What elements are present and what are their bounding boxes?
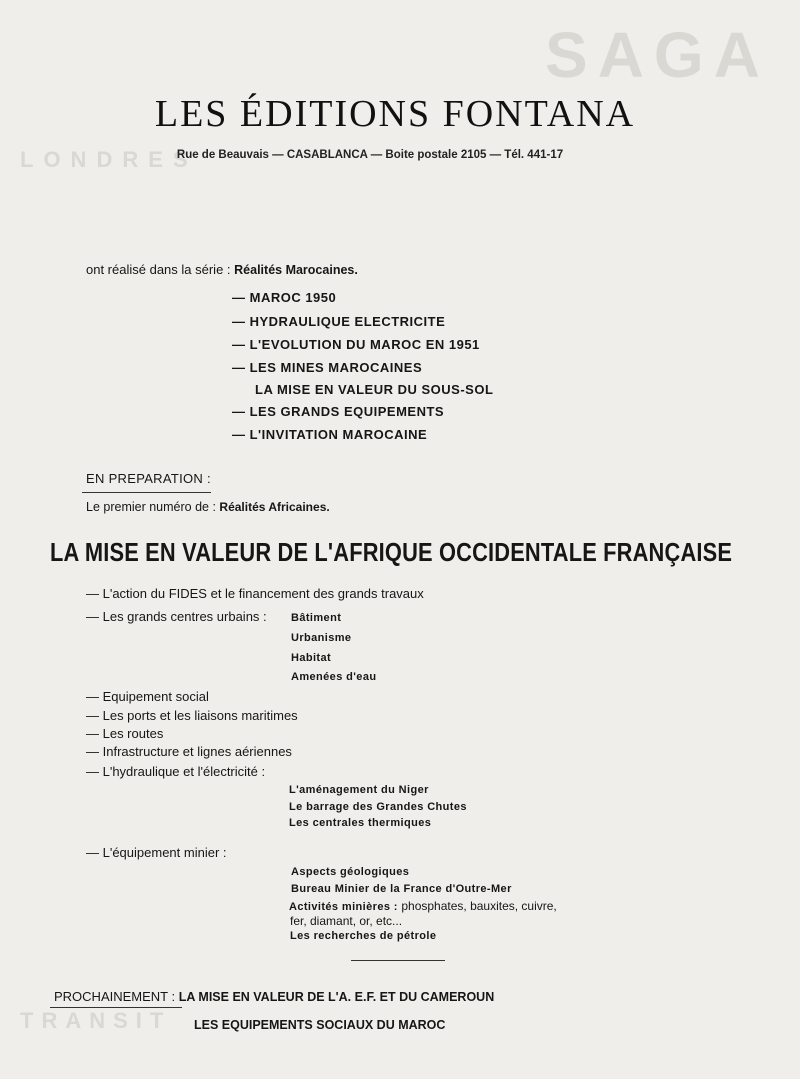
contents-item-3: — Les routes xyxy=(86,726,164,741)
minier-sub-3 xyxy=(289,899,557,913)
intro-text: ont réalisé dans la série : xyxy=(86,262,231,277)
contents-fides: — L'action du FIDES et le financement des grands travaux xyxy=(86,586,424,601)
publisher-address: Rue de Beauvais — CASABLANCA — Boite postale 2105 — Tél. 441-17 xyxy=(176,149,564,161)
contents-item-1: — Equipement social xyxy=(86,689,209,704)
premier-line xyxy=(86,500,330,514)
footer-label-underline xyxy=(50,1007,182,1008)
separator-rule xyxy=(351,960,445,961)
series-item-2: — HYDRAULIQUE ELECTRICITE xyxy=(232,314,446,329)
hydraulique-sub-2: Le barrage des Grandes Chutes xyxy=(289,801,467,813)
minier-sub-5: Les recherches de pétrole xyxy=(290,930,437,942)
publisher-title: LES ÉDITIONS FONTANA xyxy=(154,93,636,135)
series-item-1: — MAROC 1950 xyxy=(232,290,337,305)
bleed-through-text-mid: LONDRES xyxy=(20,147,198,172)
contents-item-2: — Les ports et les liaisons maritimes xyxy=(86,708,298,723)
footer-line-1 xyxy=(54,989,494,1004)
hydraulique-sub-1: L'aménagement du Niger xyxy=(289,784,429,796)
footer-label: PROCHAINEMENT : xyxy=(54,989,176,1004)
contents-minier: — L'équipement minier : xyxy=(86,845,227,860)
bleed-through-text-bottom: TRANSIT xyxy=(20,1008,172,1033)
footer-title-1: LA MISE EN VALEUR DE L'A. E.F. ET DU CAMEROUN xyxy=(178,990,495,1004)
series-item-3: — L'EVOLUTION DU MAROC EN 1951 xyxy=(232,337,480,352)
series-item-4-cont: LA MISE EN VALEUR DU SOUS-SOL xyxy=(255,382,494,397)
intro-line xyxy=(86,262,358,277)
centres-sub-2: Urbanisme xyxy=(291,632,352,644)
intro-series: Réalités Marocaines. xyxy=(234,263,358,277)
minier-sub-3-bold: Activités minières : xyxy=(289,901,398,913)
preparation-label: EN PREPARATION : xyxy=(86,471,211,486)
series-item-6: — L'INVITATION MAROCAINE xyxy=(232,427,428,442)
minier-sub-3-plain: phosphates, bauxites, cuivre, xyxy=(401,899,557,913)
minier-sub-4 xyxy=(290,914,402,928)
footer-title-2: LES EQUIPEMENTS SOCIAUX DU MAROC xyxy=(194,1018,446,1032)
series-item-4: — LES MINES MAROCAINES xyxy=(232,360,423,375)
minier-sub-2: Bureau Minier de la France d'Outre-Mer xyxy=(291,883,512,895)
centres-sub-4: Amenées d'eau xyxy=(291,671,377,683)
contents-item-5: — L'hydraulique et l'électricité : xyxy=(86,764,266,779)
premier-text: Le premier numéro de : xyxy=(86,500,216,514)
main-headline: LA MISE EN VALEUR DE L'AFRIQUE OCCIDENTALE FRANÇAISE xyxy=(50,537,733,567)
premier-series: Réalités Africaines. xyxy=(219,500,330,514)
minier-sub-4-text: fer, diamant, or, etc... xyxy=(290,914,403,928)
contents-centres: — Les grands centres urbains : xyxy=(86,609,267,624)
preparation-underline xyxy=(82,492,211,493)
series-item-5: — LES GRANDS EQUIPEMENTS xyxy=(232,404,445,419)
hydraulique-sub-3: Les centrales thermiques xyxy=(289,817,432,829)
centres-sub-1: Bâtiment xyxy=(291,612,342,624)
bleed-through-text-top: SAGA xyxy=(545,19,770,91)
contents-item-4: — Infrastructure et lignes aériennes xyxy=(86,744,292,759)
minier-sub-1: Aspects géologiques xyxy=(291,866,410,878)
centres-sub-3: Habitat xyxy=(291,652,332,664)
